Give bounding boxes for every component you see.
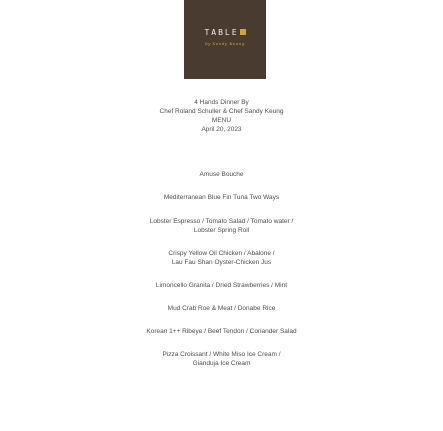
restaurant-logo	[184, 0, 266, 79]
logo-wordmark	[184, 28, 266, 37]
event-date: April 20, 2023	[201, 126, 242, 133]
course-4-line-2: Lau Fau Shan Oyster-Chicken Jus	[171, 259, 272, 266]
course-3-line-1: Lobster Espresso / Tomato Salad / Tomato water /	[149, 218, 294, 225]
event-title: 4 Hands Dinner By	[194, 99, 249, 106]
logo-word-text: TABLE	[204, 28, 239, 37]
course-7: Korean 1++ Ribeye / Beef Tendon / Coriander Salad	[146, 328, 297, 335]
course-2: Mediterranean Blue Fin Tuna Two Ways	[163, 194, 280, 201]
logo-square-mark	[240, 29, 246, 35]
event-chefs: Chef Roland Schuller & Chef Sandy Keung	[159, 108, 284, 115]
course-8-line-2: Gianduja Ice Cream	[192, 360, 251, 367]
course-1: Amuse Bouche	[199, 171, 244, 178]
course-8-line-1: Pizza Croissant / White Miso Ice Cream /	[162, 351, 281, 358]
menu-heading: MENU	[211, 117, 232, 124]
course-5: Limoncello Granita / Dried Strawberries / Mint	[155, 282, 288, 289]
course-3-line-2: Lobster Spring Roll	[193, 227, 250, 234]
course-6: Mud Crab Roe & Meat / Donabe Rice	[167, 305, 276, 312]
course-4-line-1: Crispy Yellow Oil Chicken / Abalone /	[168, 250, 275, 257]
logo-tagline: by Sandy Keung	[205, 41, 245, 46]
